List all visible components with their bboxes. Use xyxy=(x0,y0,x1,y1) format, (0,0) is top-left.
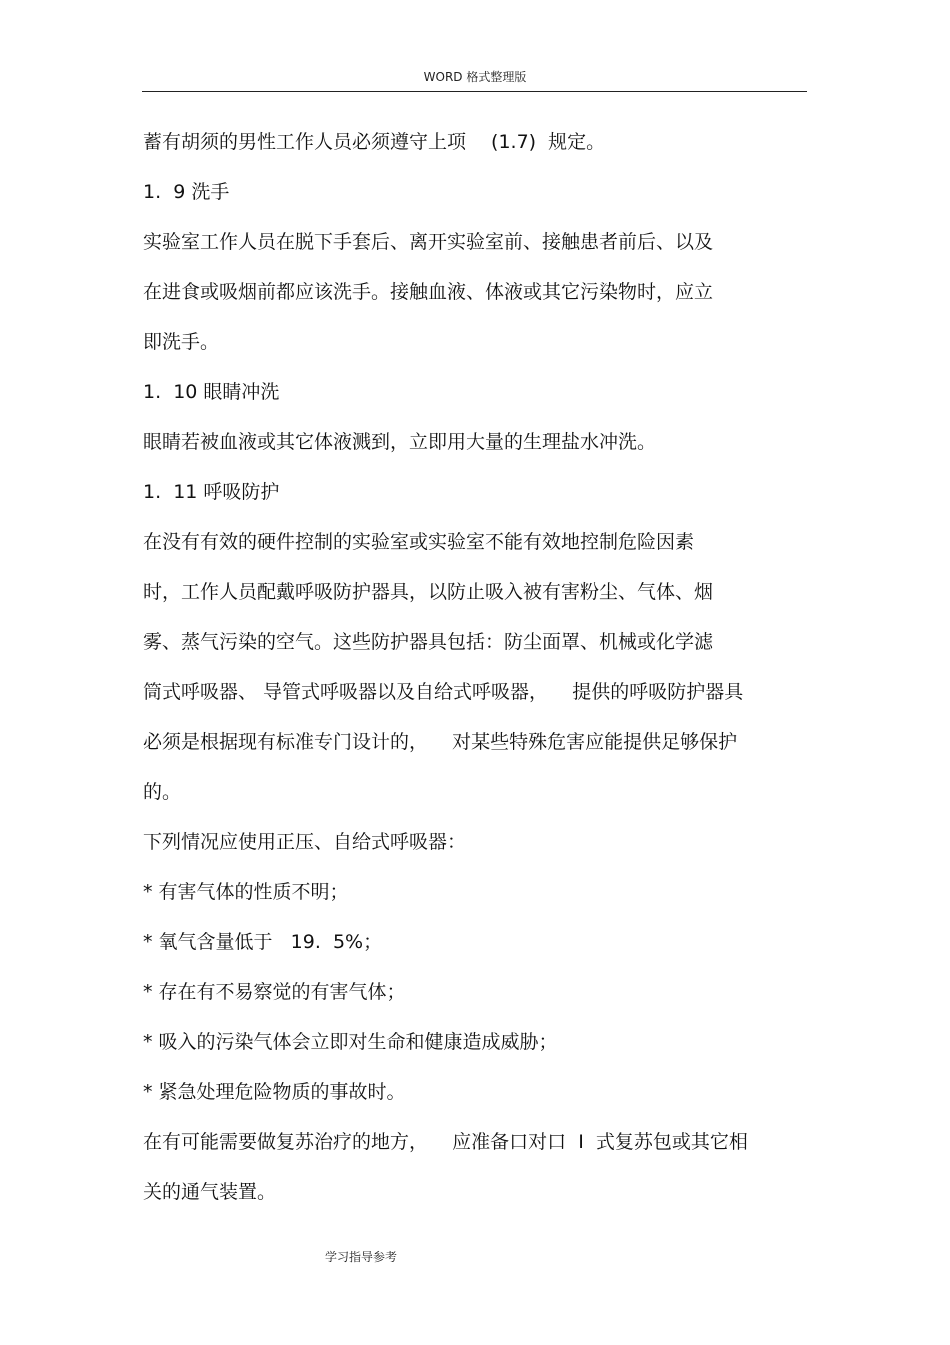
bullet-item: * 有害气体的性质不明； xyxy=(143,881,349,903)
body-line: 下列情况应使用正压、自给式呼吸器： xyxy=(143,831,467,853)
body-line: 关的通气装置。 xyxy=(143,1181,277,1203)
section-heading: 1. 10 眼睛冲洗 xyxy=(143,381,280,403)
bullet-item: * 存在有不易察觉的有害气体； xyxy=(143,981,406,1003)
body-line: 在有可能需要做复苏治疗的地方， 应准备口对口 I 式复苏包或其它相 xyxy=(143,1131,748,1153)
body-line: 在进食或吸烟前都应该洗手。接触血液、体液或其它污染物时，应立 xyxy=(143,281,714,303)
bullet-item: * 吸入的污染气体会立即对生命和健康造成威胁； xyxy=(143,1031,558,1053)
body-line: 雾、蒸气污染的空气。这些防护器具包括：防尘面罩、机械或化学滤 xyxy=(143,631,714,653)
bullet-item: * 紧急处理危险物质的事故时。 xyxy=(143,1081,406,1103)
body-line: 在没有有效的硬件控制的实验室或实验室不能有效地控制危险因素 xyxy=(143,531,695,553)
body-line: 时，工作人员配戴呼吸防护器具，以防止吸入被有害粉尘、气体、烟 xyxy=(143,581,714,603)
body-line: 的。 xyxy=(143,781,182,803)
body-line: 蓄有胡须的男性工作人员必须遵守上项 (1.7) 规定。 xyxy=(143,131,606,153)
body-line: 必须是根据现有标准专门设计的， 对某些特殊危害应能提供足够保护 xyxy=(143,731,738,753)
header-divider xyxy=(142,91,807,92)
section-heading: 1. 11 呼吸防护 xyxy=(143,481,280,503)
body-line: 即洗手。 xyxy=(143,331,220,353)
body-line: 实验室工作人员在脱下手套后、离开实验室前、接触患者前后、以及 xyxy=(143,231,714,253)
section-heading: 1. 9 洗手 xyxy=(143,181,230,203)
page-header-title: WORD 格式整理版 xyxy=(423,70,527,84)
body-line: 眼睛若被血液或其它体液溅到，立即用大量的生理盐水冲洗。 xyxy=(143,431,657,453)
page-footer-text: 学习指导参考 xyxy=(325,1250,398,1264)
bullet-item: * 氧气含量低于 19. 5%； xyxy=(143,931,383,953)
body-line: 筒式呼吸器、 导管式呼吸器以及自给式呼吸器， 提供的呼吸防护器具 xyxy=(143,681,744,703)
